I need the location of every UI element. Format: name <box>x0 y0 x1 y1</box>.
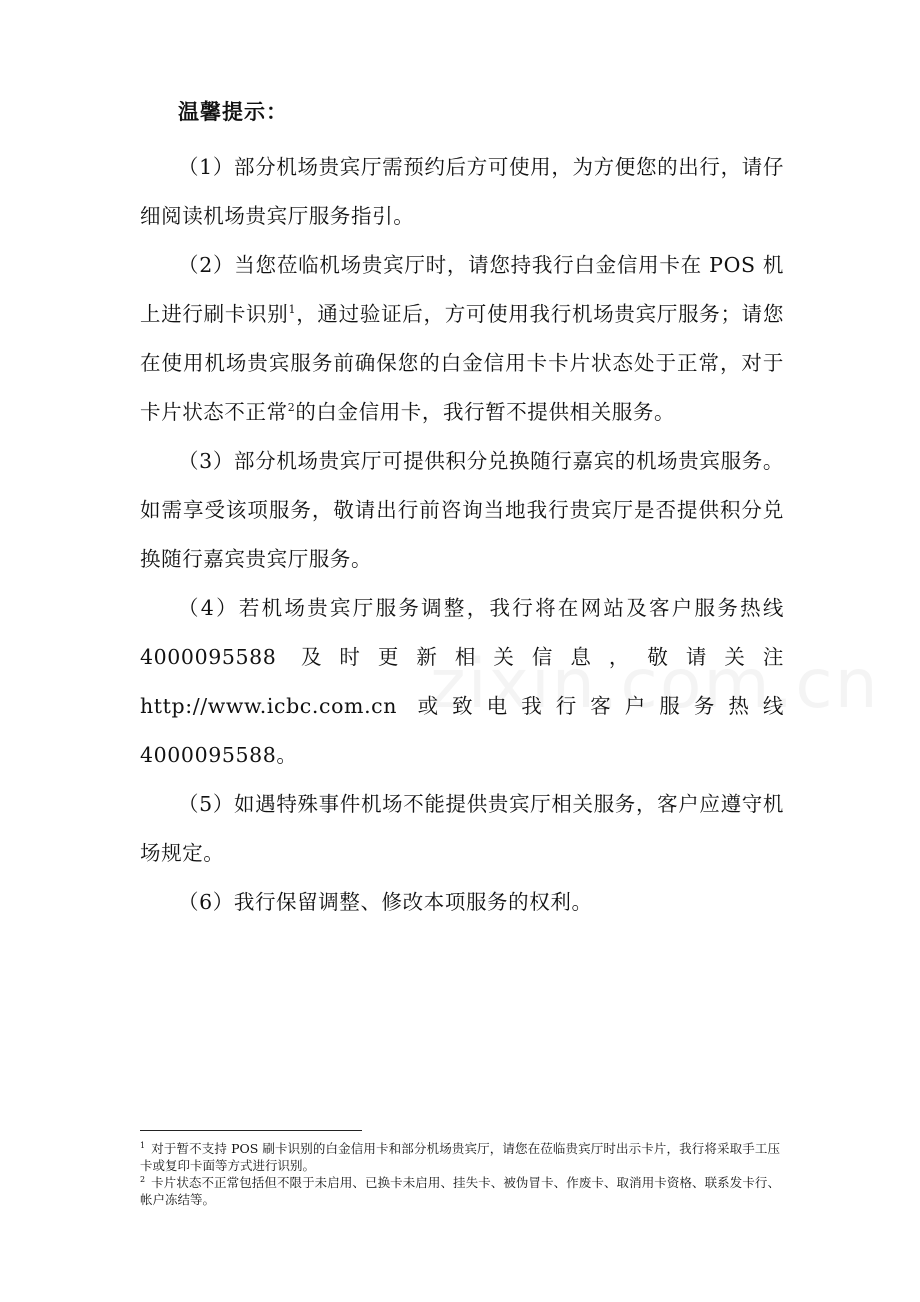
tip-paragraph-2-part-c: 的白金信用卡，我行暂不提供相关服务。 <box>295 400 676 424</box>
tip-paragraph-1: （1）部分机场贵宾厅需预约后方可使用，为方便您的出行，请仔细阅读机场贵宾厅服务指引。 <box>140 155 784 228</box>
tip-paragraph-3: （3）部分机场贵宾厅可提供积分兑换随行嘉宾的机场贵宾服务。如需享受该项服务，敬请出行前咨询当地我行贵宾厅是否提供积分兑换随行嘉宾贵宾厅服务。 <box>140 449 784 571</box>
tip-paragraph-6: （6）我行保留调整、修改本项服务的权利。 <box>178 890 593 914</box>
footnote-ref-2: 2 <box>287 401 296 415</box>
footnote-text: 卡片状态不正常包括但不限于未启用、已换卡未启用、挂失卡、被伪冒卡、作废卡、取消用卡资格、联系发卡行、帐户冻结等。 <box>140 1175 780 1207</box>
footnote-2 <box>140 1174 780 1208</box>
footnote-divider <box>140 1130 362 1131</box>
tip-paragraph-2 <box>140 241 784 437</box>
footnote-marker: 1 <box>140 1140 146 1150</box>
watermark <box>430 645 880 724</box>
tip-paragraph-2-part-b: ，通过验证后，方可使用我行机场贵宾厅服务；请您在使用机场贵宾服务前确保您的白金信用卡卡片状态处于正常，对于卡片状态不正常 <box>140 302 784 424</box>
footnote-text: 对于暂不支持 POS 刷卡识别的白金信用卡和部分机场贵宾厅，请您在莅临贵宾厅时出示卡片，我行将采取手工压卡或复印卡面等方式进行识别。 <box>140 1141 780 1173</box>
footnote-marker: 2 <box>140 1174 146 1184</box>
tip-paragraph-5: （5）如遇特殊事件机场不能提供贵宾厅相关服务，客户应遵守机场规定。 <box>140 792 784 865</box>
footnotes <box>140 1140 780 1208</box>
footnote-1 <box>140 1140 780 1174</box>
tip-paragraph-2-part-a: （2）当您莅临机场贵宾厅时，请您持我行白金信用卡在 POS 机上进行刷卡识别 <box>140 253 784 326</box>
tips-body <box>140 143 784 927</box>
tip-paragraph-4: （4）若机场贵宾厅服务调整，我行将在网站及客户服务热线 4000095588 及时更新相关信息，敬请关注 http://www.icbc.com.cn 或致电我行客户服务热线 4000095588。 <box>140 596 784 767</box>
footnote-ref-1: 1 <box>288 303 297 317</box>
page-title: 温馨提示： <box>178 100 288 124</box>
